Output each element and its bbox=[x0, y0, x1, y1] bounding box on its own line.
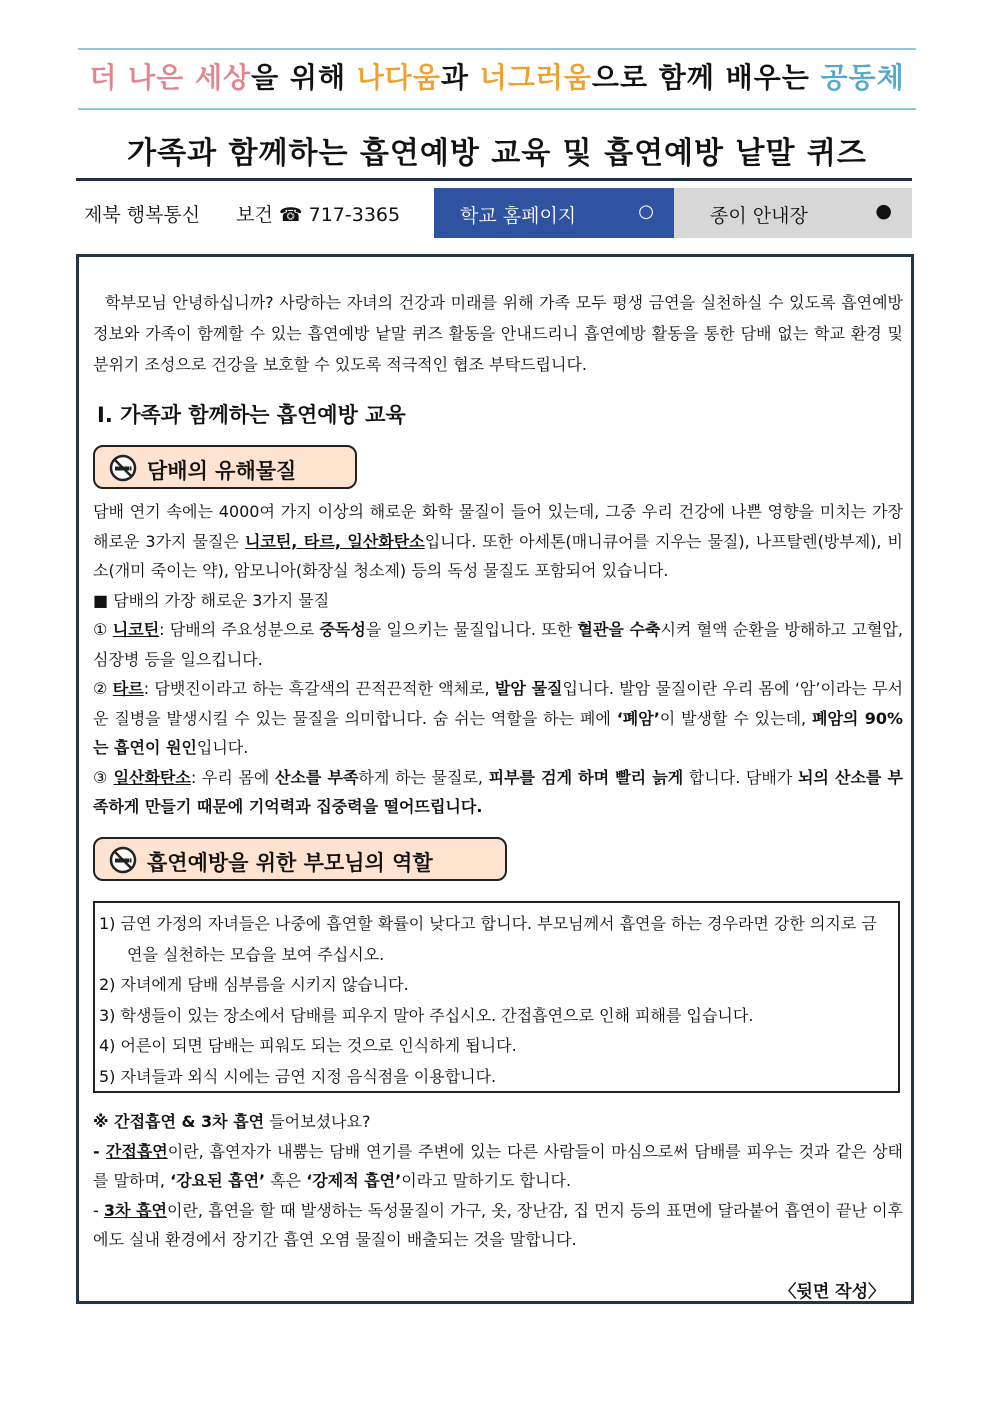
harmful-paragraph bbox=[93, 497, 903, 586]
item-text: : 담배의 주요성분으로 bbox=[159, 620, 320, 639]
section-1-title: Ⅰ. 가족과 함께하는 흡연예방 교육 bbox=[97, 403, 406, 427]
motto-segment: 더 나은 세상 bbox=[89, 61, 252, 94]
secondhand-term: 간접흡연 bbox=[105, 1141, 168, 1161]
newsletter-name: 제북 행복통신 bbox=[84, 204, 201, 226]
item-text: 합니다. 담배가 bbox=[683, 767, 798, 787]
page-title: 가족과 함께하는 흡연예방 교육 및 흡연예방 낱말 퀴즈 bbox=[127, 136, 867, 171]
definition-text: 이란, 흡연자가 내뿜는 담배 연기를 주변에 있는 다른 사람들이 마심으로써 담배를 피우는 것과 같은 상태를 말하며, bbox=[93, 1141, 903, 1190]
three-substances: 니코틴, 타르, 일산화탄소 bbox=[244, 531, 425, 551]
definition-bold: ‘강제적 흡연’ bbox=[306, 1171, 402, 1190]
tar-item bbox=[93, 674, 903, 763]
item-text: 이 발생할 수 있는데, bbox=[659, 708, 812, 728]
item-text: : 우리 몸에 bbox=[190, 767, 275, 787]
list-item: 4) 어른이 되면 담배는 피워도 되는 것으로 인식하게 됩니다. bbox=[99, 1036, 517, 1055]
substances-subheading: ■ 담배의 가장 해로운 3가지 물질 bbox=[93, 590, 330, 610]
dash: - bbox=[93, 1141, 106, 1161]
info-left bbox=[84, 200, 400, 227]
list-item: 5) 자녀들과 외식 시에는 금연 지정 음식점을 이용합니다. bbox=[99, 1066, 497, 1086]
parents-role-box bbox=[93, 901, 900, 1093]
item-bold: 뇌의 산소를 부족하게 만들기 때문에 기억력과 집중력을 떨어뜨립니다. bbox=[93, 767, 903, 816]
co-item bbox=[93, 763, 903, 822]
motto-segment: 공동체 bbox=[809, 61, 905, 94]
intro-paragraph: 학부모님 안녕하십니까? 사랑하는 자녀의 건강과 미래를 위해 가족 모두 평생 금연을 실천하실 수 있도록 흡연예방 정보와 가족이 함께할 수 있는 흡연예방 낱말 퀴즈 활동을 안내드리니 흡연예방 활동을 통한 담배 없는 학교 환경 및 분위기 조성으로 건강을 보호할 수 있도록 적극적인 협조 부탁드립니다. bbox=[93, 293, 903, 374]
no-smoking-icon bbox=[109, 846, 137, 874]
main-content-box bbox=[76, 254, 914, 1304]
item-text: 하게 하는 물질로, bbox=[358, 767, 489, 787]
homepage-mark: ○ bbox=[638, 201, 654, 222]
list-item: 3) 학생들이 있는 장소에서 담배를 피우지 말아 주십시오. 간접흡연으로 인해 피해를 입습니다. bbox=[99, 1005, 754, 1025]
harmful-substances-heading bbox=[93, 445, 357, 489]
question-bold: ※ 간접흡연 & 3차 흡연 bbox=[93, 1112, 265, 1131]
health-contact: 보건 ☎ 717-3365 bbox=[236, 204, 401, 226]
parents-role-list bbox=[95, 903, 898, 1092]
harmful-substances-body bbox=[93, 497, 903, 822]
definition-text: 이라고 말하기도 합니다. bbox=[401, 1171, 572, 1190]
item-number: ② bbox=[93, 679, 113, 698]
motto-bottom-rule bbox=[78, 108, 916, 110]
motto-segment: 과 bbox=[440, 61, 480, 94]
item-text: 을 일으키는 물질입니다. 또한 bbox=[365, 620, 578, 639]
item-bold: 발암 물질 bbox=[494, 679, 563, 698]
motto-segment: 나다움 bbox=[356, 61, 441, 94]
school-motto bbox=[78, 56, 916, 96]
definition-text: 혹은 bbox=[265, 1171, 307, 1190]
item-bold: ‘폐암’ bbox=[616, 708, 660, 728]
motto-segment: 으로 bbox=[591, 61, 659, 94]
item-bold: 산소를 부족 bbox=[275, 767, 359, 787]
motto-segment: 을 위해 bbox=[251, 61, 357, 94]
info-bar bbox=[76, 188, 912, 238]
item-bold: 중독성 bbox=[319, 620, 366, 639]
tar-term: 타르 bbox=[112, 679, 144, 698]
title-rule bbox=[76, 178, 912, 181]
paper-notice-option bbox=[674, 188, 912, 238]
item-text: 시켜 혈액 순환을 방해하고 고혈압, 심장병 등을 일으킵니다. bbox=[93, 620, 903, 669]
secondhand-smoke-section bbox=[93, 1107, 903, 1255]
definition-bold: ‘강요된 흡연’ bbox=[170, 1171, 266, 1190]
homepage-label: 학교 홈페이지 bbox=[460, 205, 577, 227]
item-bold: 폐암의 90%는 흡연이 원인 bbox=[93, 708, 903, 757]
co-term: 일산화탄소 bbox=[113, 767, 191, 787]
nicotine-item bbox=[93, 615, 903, 674]
motto-segment: 함께 배우는 bbox=[658, 61, 810, 94]
item-bold: 피부를 검게 하며 빨리 늙게 bbox=[488, 767, 684, 787]
definition-text: 이란, 흡연을 할 때 발생하는 독성물질이 가구, 옷, 장난감, 집 먼지 등의 표면에 달라붙어 흡연이 끝난 이후에도 실내 환경에서 장기간 흡연 오염 물질이 배출되는 것을 말합니다. bbox=[93, 1200, 904, 1249]
harmful-text: 입니다. 또한 아세톤(매니큐어를 지우는 물질), 나프탈렌(방부제), 비소(개미 죽이는 약), 암모니아(화장실 청소제) 등의 독성 물질도 포함되어 있습니다. bbox=[93, 531, 903, 580]
no-smoking-icon bbox=[109, 454, 137, 482]
parents-role-heading bbox=[93, 837, 507, 881]
dash: - bbox=[93, 1200, 104, 1220]
thirdhand-definition bbox=[93, 1196, 903, 1255]
thirdhand-term: 3차 흡연 bbox=[103, 1200, 168, 1220]
paper-label: 종이 안내장 bbox=[710, 205, 808, 227]
paper-mark: ● bbox=[875, 200, 892, 222]
motto-segment: 너그러움 bbox=[479, 61, 592, 94]
harmful-text: 담배 연기 속에는 4000여 가지 이상의 해로운 화학 물질이 들어 있는데, 그중 우리 건강에 나쁜 영향을 미치는 가장 해로운 3가지 물질은 bbox=[93, 502, 903, 551]
question-text: 들어보셨나요? bbox=[264, 1112, 371, 1131]
nicotine-term: 니코틴 bbox=[112, 620, 160, 639]
parents-heading-text: 흡연예방을 위한 부모님의 역할 bbox=[147, 851, 433, 875]
item-number: ③ bbox=[93, 767, 114, 787]
item-text: : 담뱃진이라고 하는 흑갈색의 끈적끈적한 액체로, bbox=[143, 679, 495, 698]
school-homepage-option bbox=[434, 188, 674, 238]
harmful-heading-text: 담배의 유해물질 bbox=[147, 459, 297, 483]
item-text: 입니다. 발암 물질이란 우리 몸에 ‘암’이라는 무서운 질병을 발생시킬 수 있는 물질을 의미합니다. 숨 쉬는 역할을 하는 폐에 bbox=[93, 679, 903, 728]
item-bold: 혈관을 수축 bbox=[577, 620, 661, 639]
secondhand-question bbox=[93, 1107, 903, 1137]
top-rule bbox=[78, 48, 916, 50]
item-text: 입니다. bbox=[196, 738, 249, 757]
item-number: ① bbox=[93, 620, 113, 639]
list-item: 1) 금연 가정의 자녀들은 나중에 흡연할 확률이 낮다고 합니다. 부모님께서 흡연을 하는 경우라면 강한 의지로 금연을 실천하는 모습을 보여 주십시오. bbox=[99, 914, 877, 964]
secondhand-definition bbox=[93, 1137, 903, 1196]
continued-on-back: 〈뒷면 작성〉 bbox=[779, 1282, 885, 1302]
list-item: 2) 자녀에게 담배 심부름을 시키지 않습니다. bbox=[99, 975, 409, 994]
